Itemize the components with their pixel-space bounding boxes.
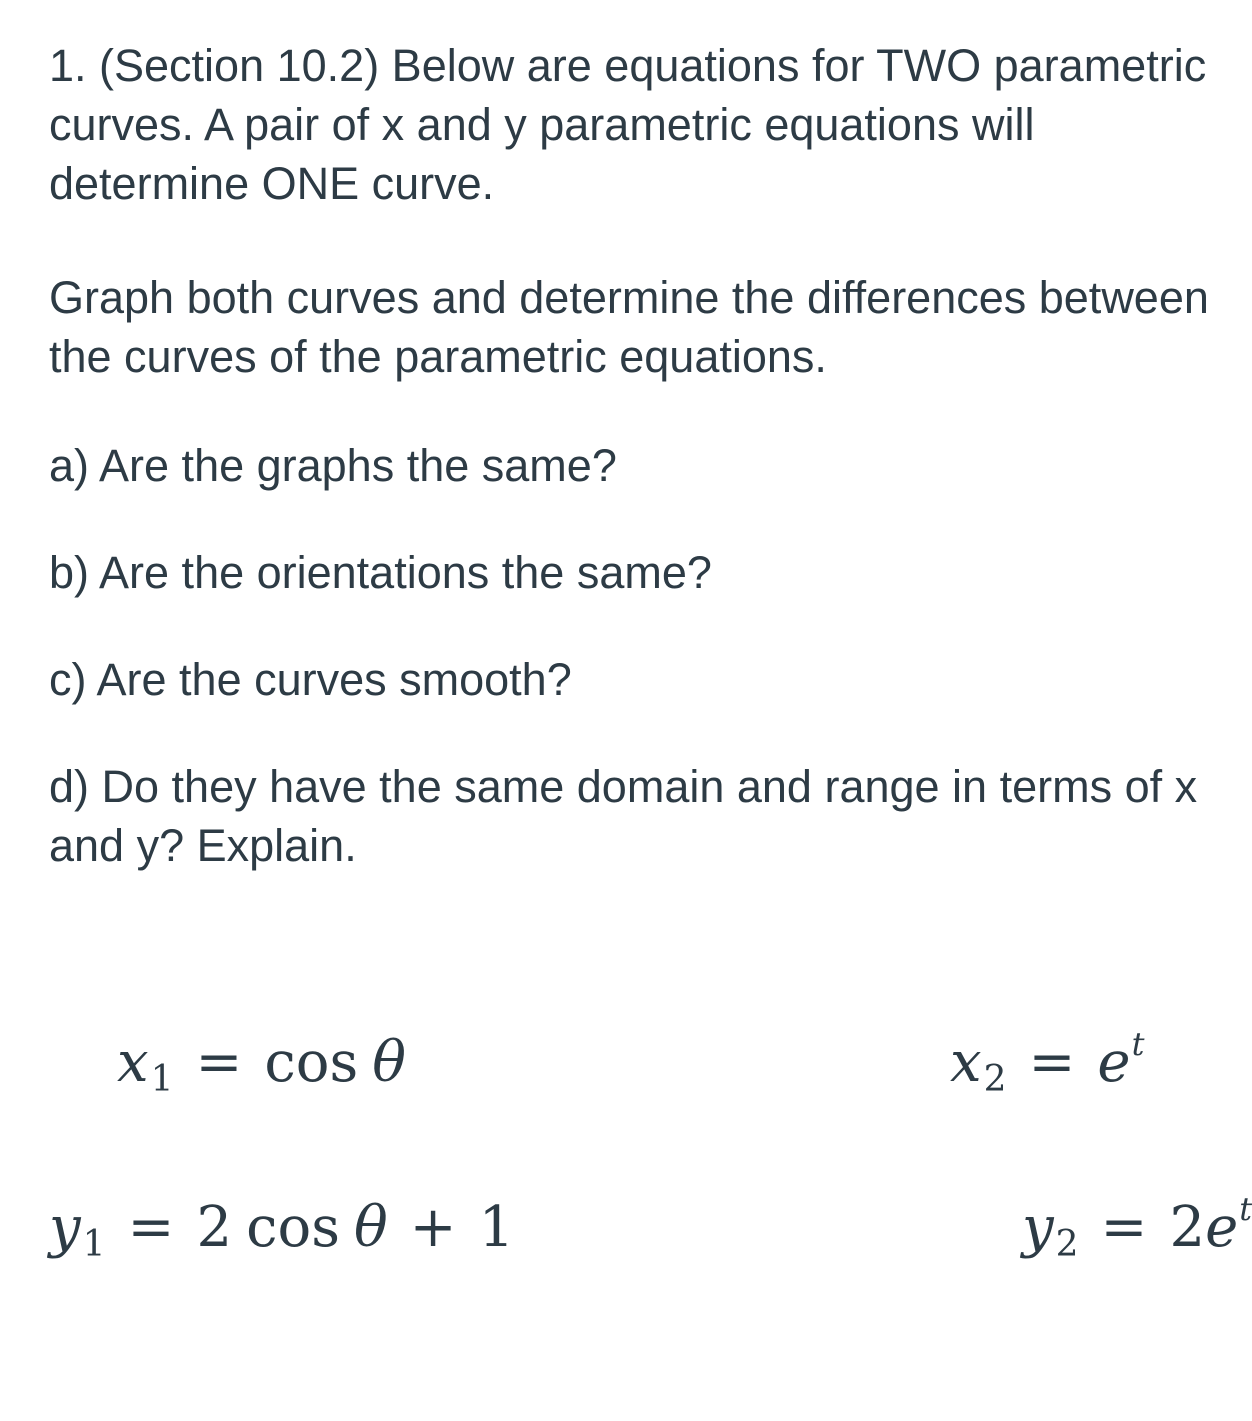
equation-y2 [1022,1190,1252,1265]
y1-plus: + [409,1195,457,1260]
equation-x1 [117,1030,406,1100]
y2-variable: y [1022,1195,1054,1260]
x2-variable: x [950,1030,982,1095]
y1-function: cos [246,1195,340,1260]
equation-x2 [950,1025,1145,1100]
x2-equals: = [1028,1030,1076,1095]
question-instruction: Graph both curves and determine the differences between the curves of the parametric equations. [49,272,1209,382]
question-intro: 1. (Section 10.2) Below are equations for TWO parametric curves. A pair of x and y parametric equations will determine ONE curve. [49,40,1207,209]
x1-variable: x [117,1030,149,1095]
y2-equals: = [1100,1195,1148,1260]
y1-variable: y [49,1195,81,1260]
y1-constant: 1 [478,1195,515,1260]
y2-exponent: t [1239,1190,1252,1228]
equation-y1 [49,1195,515,1265]
x2-subscript: 2 [983,1059,1007,1100]
x1-subscript: 1 [150,1059,174,1100]
x1-argument: θ [372,1030,406,1095]
y1-subscript: 1 [82,1224,106,1265]
x1-equals: = [195,1030,243,1095]
y2-base: e [1205,1195,1239,1260]
y1-coefficient: 2 [196,1195,233,1260]
question-part-d: d) Do they have the same domain and range in terms of x and y? Explain. [49,761,1198,871]
y2-coefficient: 2 [1169,1195,1206,1260]
y2-subscript: 2 [1055,1224,1079,1265]
question-text [49,36,1209,875]
x2-exponent: t [1131,1025,1145,1063]
x2-base: e [1097,1030,1131,1095]
x1-function: cos [264,1030,359,1095]
y1-equals: = [127,1195,175,1260]
y1-argument: θ [353,1195,388,1260]
question-part-c: c) Are the curves smooth? [49,654,572,705]
question-part-a: a) Are the graphs the same? [49,440,617,491]
question-part-b: b) Are the orientations the same? [49,547,712,598]
